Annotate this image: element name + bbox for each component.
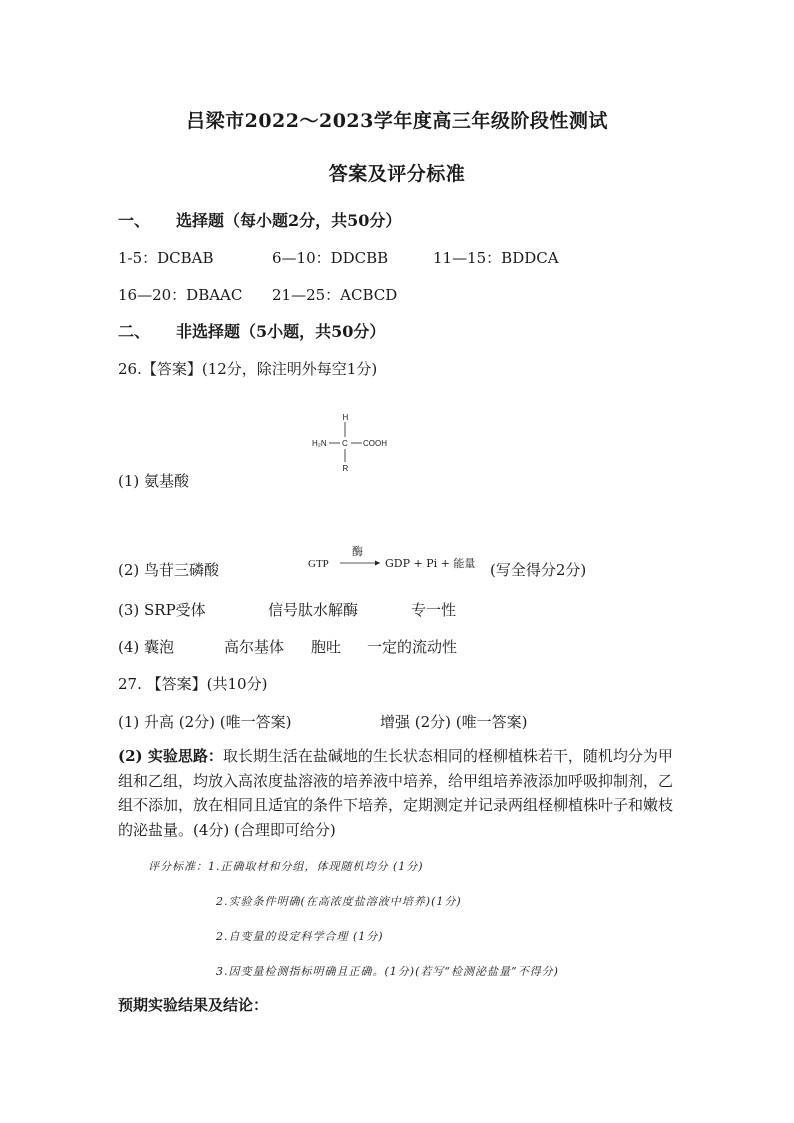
expected-results-label: 预期实验结果及结论： [118, 996, 269, 1014]
structure-left-group: H₂N [312, 439, 327, 448]
answer-range-11-15: 11—15：BDDCA [433, 249, 559, 267]
structure-top-atom: H [342, 413, 349, 422]
structure-bottom-group: R [342, 464, 349, 473]
q26-answer-2: (2) 鸟苷三磷酸 [118, 561, 220, 579]
section-2-title: 非选择题（5小题，共50分） [176, 322, 386, 341]
gtp-hydrolysis-equation [308, 543, 488, 575]
q27-answer-1-item-1: (1) 升高 (2分) (唯一答案) [118, 713, 292, 731]
q26-answer-1: (1) 氨基酸 [118, 472, 190, 490]
q26-header: 26.【答案】(12分，除注明外每空1分) [118, 360, 378, 378]
section-1-title: 选择题（每小题2分，共50分） [176, 211, 402, 230]
structure-center-atom: C [342, 439, 348, 448]
equation-products: GDP + Pi + 能量 [385, 557, 476, 570]
section-1-number: 一、 [118, 211, 151, 230]
answer-range-6-10: 6—10：DDCBB [272, 249, 389, 267]
amino-acid-structure [305, 410, 395, 478]
scoring-criteria-1: 评分标准：1.正确取材和分组，体现随机均分 (1分) [148, 860, 424, 873]
q26-answer-3-item-3: 专一性 [411, 601, 457, 619]
q27-header: 27. 【答案】(共10分) [118, 675, 268, 693]
document-title: 吕梁市2022～2023学年度高三年级阶段性测试 [186, 110, 608, 132]
q26-answer-4-item-4: 一定的流动性 [367, 638, 458, 656]
q26-answer-4-item-3: 胞吐 [311, 638, 342, 656]
q26-answer-4-item-2: 高尔基体 [224, 638, 285, 656]
q26-answer-2-note: (写全得分2分) [490, 561, 587, 579]
q27-experiment-idea [118, 744, 678, 842]
answer-range-21-25: 21—25：ACBCD [272, 286, 398, 304]
q26-answer-4-item-1: (4) 囊泡 [118, 638, 175, 656]
q27-answer-1-item-2: 增强 (2分) (唯一答案) [380, 713, 528, 731]
q26-answer-3-item-2: 信号肽水解酶 [268, 601, 359, 619]
q26-answer-3-item-1: (3) SRP受体 [118, 601, 206, 619]
experiment-idea-label: (2) 实验思路： [118, 747, 223, 765]
answer-range-16-20: 16—20：DBAAC [118, 286, 243, 304]
scoring-criteria-4: 3.因变量检测指标明确且正确。(1分)(若写“检测泌盐量”不得分) [216, 965, 559, 978]
section-2-number: 二、 [118, 322, 151, 341]
structure-right-group: COOH [363, 439, 387, 448]
experiment-idea-text: 取长期生活在盐碱地的生长状态相同的柽柳植株若干，随机均分为甲组和乙组，均放入高浓度盐溶液的培养液中培养，给甲组培养液添加呼吸抑制剂，乙组不添加，放在相同且适宜的条件下培养，定期测定并记录两组柽柳植株叶子和嫩枝的泌盐量。(4分) (合理即可给分) [118, 747, 674, 839]
equation-catalyst: 酶 [352, 545, 363, 558]
scoring-criteria-3: 2.自变量的设定科学合理 (1分) [216, 930, 384, 943]
equation-reactant: GTP [308, 558, 329, 570]
answer-range-1-5: 1-5：DCBAB [118, 249, 214, 267]
document-subtitle: 答案及评分标准 [328, 163, 466, 185]
scoring-criteria-2: 2.实验条件明确(在高浓度盐溶液中培养)(1分) [216, 895, 462, 908]
